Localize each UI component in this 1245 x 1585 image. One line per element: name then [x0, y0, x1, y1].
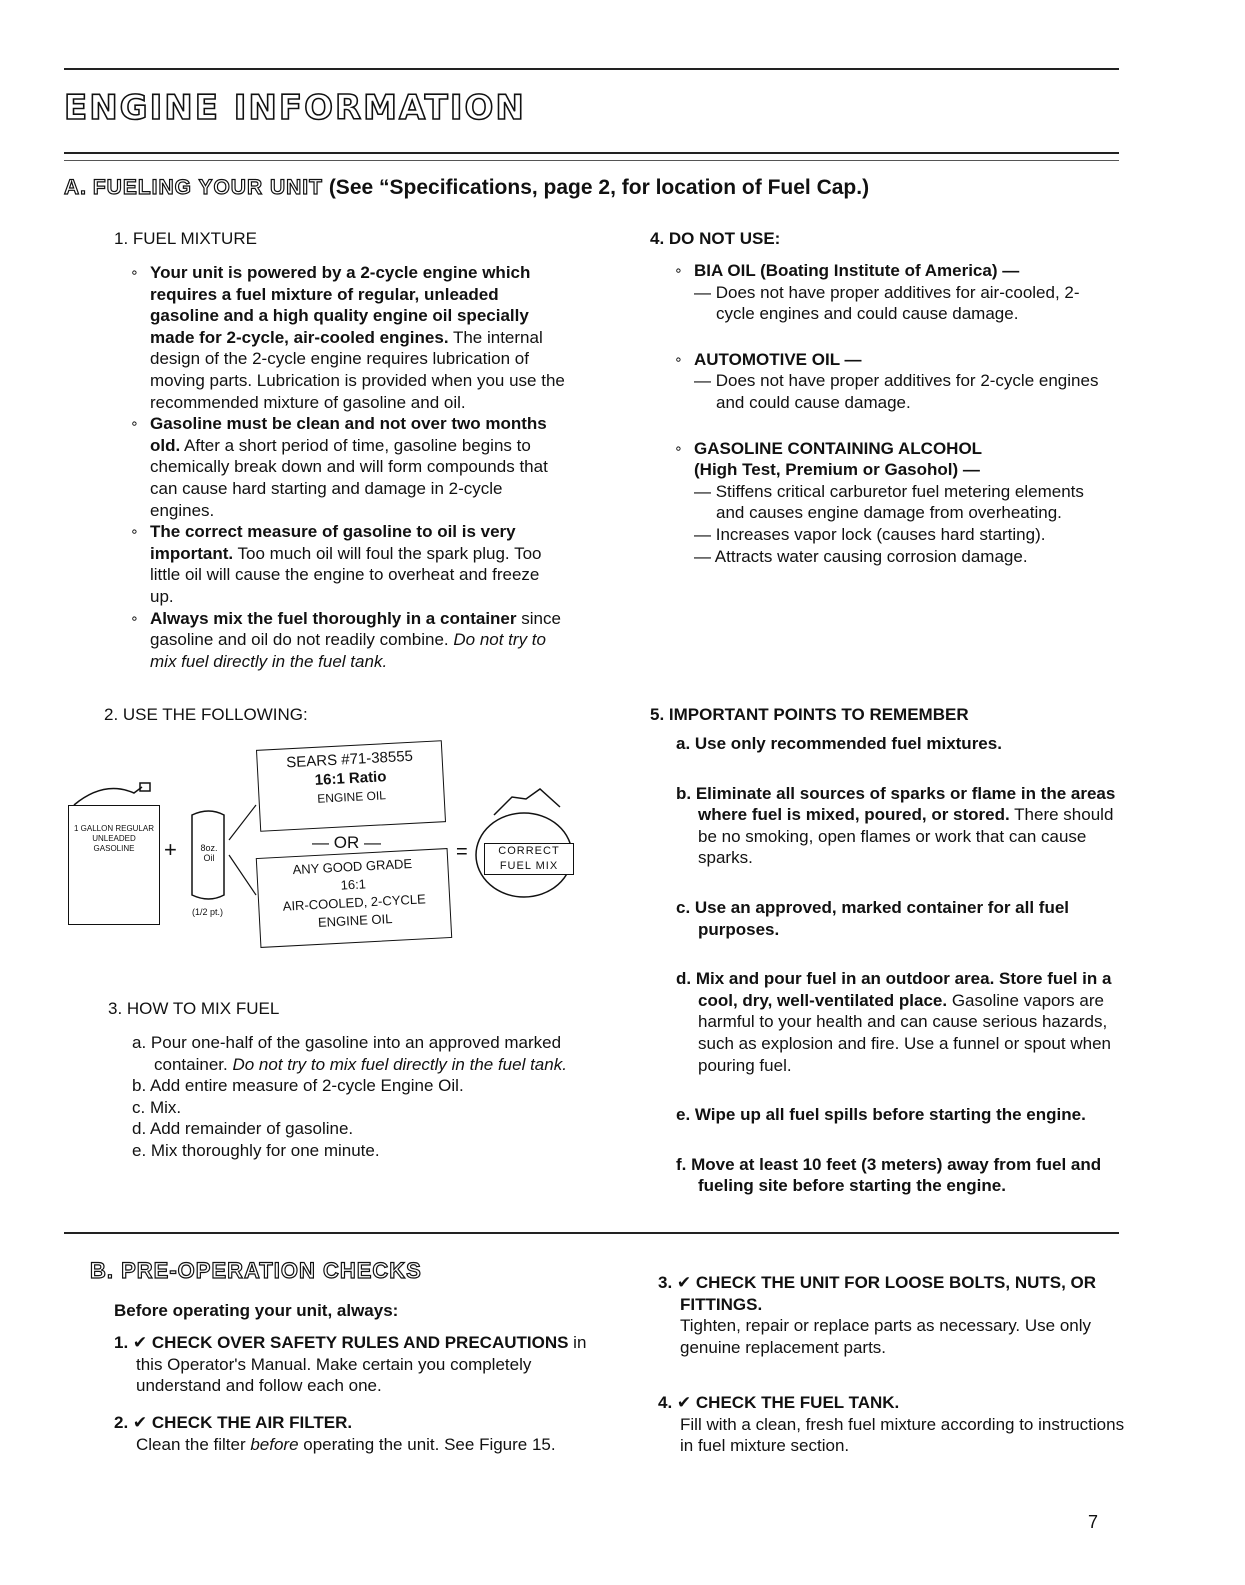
how-to-mix-heading: 3. HOW TO MIX FUEL	[108, 999, 280, 1018]
list-item: d. Mix and pour fuel in an outdoor area. Store fuel in a cool, dry, well-ventilated place. Gasoline vapors are harmful to your health and can cause serious hazards, such as explosion and fire. Use a funnel or spout when pouring fuel.	[676, 969, 1112, 1075]
gasoline-can: 1 GALLON REGULAR UNLEADED GASOLINE	[68, 805, 160, 925]
title-rule	[64, 152, 1119, 154]
list-item: ∘ Your unit is powered by a 2-cycle engine which requires a fuel mixture of regular, unleaded gasoline and a high quality engine oil specially made for 2-cycle, air-cooled engines. The internal design of the 2-cycle engine requires lubrication of moving parts. Lubrication is provided when you use the recommended mixture of gasoline and oil.	[126, 262, 566, 413]
list-item: ∘ GASOLINE CONTAINING ALCOHOL (High Test, Premium or Gasohol) — — Stiffens critical carburetor fuel metering elements and causes engine damage from overheating. — Increases vapor lock (causes hard starting). — Attracts water causing corrosion damage.	[670, 438, 1115, 568]
plus-sign: +	[164, 837, 177, 862]
correct-fuel-mix-label: CORRECT FUEL MIX	[484, 843, 574, 875]
fuel-mixture-heading: 1. FUEL MIXTURE	[114, 229, 257, 248]
important-heading: 5. IMPORTANT POINTS TO REMEMBER	[650, 705, 969, 724]
check-item-4: 4. ✔ CHECK THE FUEL TANK. Fill with a clean, fresh fuel mixture according to instructions in fuel mixture section.	[658, 1393, 1125, 1456]
check-item-1: 1. ✔ CHECK OVER SAFETY RULES AND PRECAUTIONS in this Operator's Manual. Make certain you completely understand and follow each one.	[114, 1333, 587, 1396]
equals-sign: =	[456, 841, 468, 863]
do-not-use-list	[670, 260, 1115, 567]
oil-note: (1/2 pt.)	[192, 907, 224, 917]
or-label: — OR —	[312, 833, 381, 852]
check-item-2: 2. ✔ CHECK THE AIR FILTER. Clean the filter before operating the unit. See Figure 15.	[114, 1413, 556, 1454]
check-mark-icon: ✔	[132, 1413, 148, 1432]
list-item: d. Add remainder of gasoline.	[132, 1119, 354, 1139]
list-item: ∘ Gasoline must be clean and not over two months old. After a short period of time, gasoline begins to chemically break down and will form compounds that can cause hard starting and damage in 2-cycle engines.	[126, 413, 566, 521]
top-rule	[64, 68, 1119, 70]
list-item: c. Mix.	[132, 1097, 182, 1117]
list-item: c. Use an approved, marked container for all fuel purposes.	[676, 897, 1070, 939]
any-oil-label: ANY GOOD GRADE 16:1 AIR-COOLED, 2-CYCLE ENGINE OIL	[256, 848, 452, 948]
page-title: ENGINE INFORMATION	[64, 88, 526, 128]
section-b-title: B. PRE-OPERATION CHECKS	[90, 1258, 422, 1283]
list-item: ∘ AUTOMOTIVE OIL — — Does not have proper additives for 2-cycle engines and could cause damage.	[670, 349, 1115, 414]
list-item: ∘ The correct measure of gasoline to oil is very important. Too much oil will foul the spark plug. Too little oil will cause the engine to overheat and freeze up.	[126, 521, 566, 607]
section-a-title: A. FUELING YOUR UNIT (See “Specifications, page 2, for location of Fuel Cap.)	[64, 176, 870, 199]
do-not-use-heading: 4. DO NOT USE:	[650, 229, 781, 248]
check-mark-icon: ✔	[132, 1333, 148, 1352]
list-item: e. Mix thoroughly for one minute.	[132, 1140, 380, 1160]
sears-oil-label: SEARS #71-38555 16:1 Ratio ENGINE OIL	[256, 740, 446, 832]
list-item: ∘ Always mix the fuel thoroughly in a container since gasoline and oil do not readily combine. Do not try to mix fuel directly in the fuel tank.	[126, 608, 566, 673]
title-rule-2	[64, 160, 1119, 161]
list-item: a. Use only recommended fuel mixtures.	[676, 734, 1002, 753]
list-item: b. Eliminate all sources of sparks or flame in the areas where fuel is mixed, poured, or stored. There should be no smoking, open flames or work that can cause sparks.	[676, 783, 1116, 868]
use-following-heading: 2. USE THE FOLLOWING:	[104, 705, 308, 724]
list-item: ∘ BIA OIL (Boating Institute of America) — — Does not have proper additives for air-cooled, 2-cycle engines and could cause damage.	[670, 260, 1115, 325]
fuel-mixture-list	[126, 262, 566, 672]
list-item: f. Move at least 10 feet (3 meters) away from fuel and fueling site before starting the engine.	[676, 1154, 1102, 1196]
list-item: e. Wipe up all fuel spills before starting the engine.	[676, 1105, 1086, 1125]
check-item-3: 3. ✔ CHECK THE UNIT FOR LOOSE BOLTS, NUTS, OR FITTINGS. Tighten, repair or replace parts as necessary. Use only genuine replacement parts.	[658, 1273, 1097, 1357]
page-number: 7	[1088, 1512, 1099, 1532]
check-mark-icon: ✔	[676, 1273, 692, 1292]
section-divider	[64, 1232, 1119, 1234]
check-mark-icon: ✔	[676, 1393, 692, 1412]
important-list	[676, 733, 1118, 1197]
how-to-mix-list	[132, 1032, 578, 1162]
oil-label: 8oz. Oil	[200, 843, 218, 863]
fuel-mix-figure	[64, 745, 594, 945]
list-item: b. Add entire measure of 2-cycle Engine Oil.	[132, 1076, 464, 1096]
list-item: a. Pour one-half of the gasoline into an approved marked container. Do not try to mix fuel directly in the fuel tank.	[132, 1033, 567, 1074]
pre-op-intro: Before operating your unit, always:	[114, 1301, 399, 1320]
